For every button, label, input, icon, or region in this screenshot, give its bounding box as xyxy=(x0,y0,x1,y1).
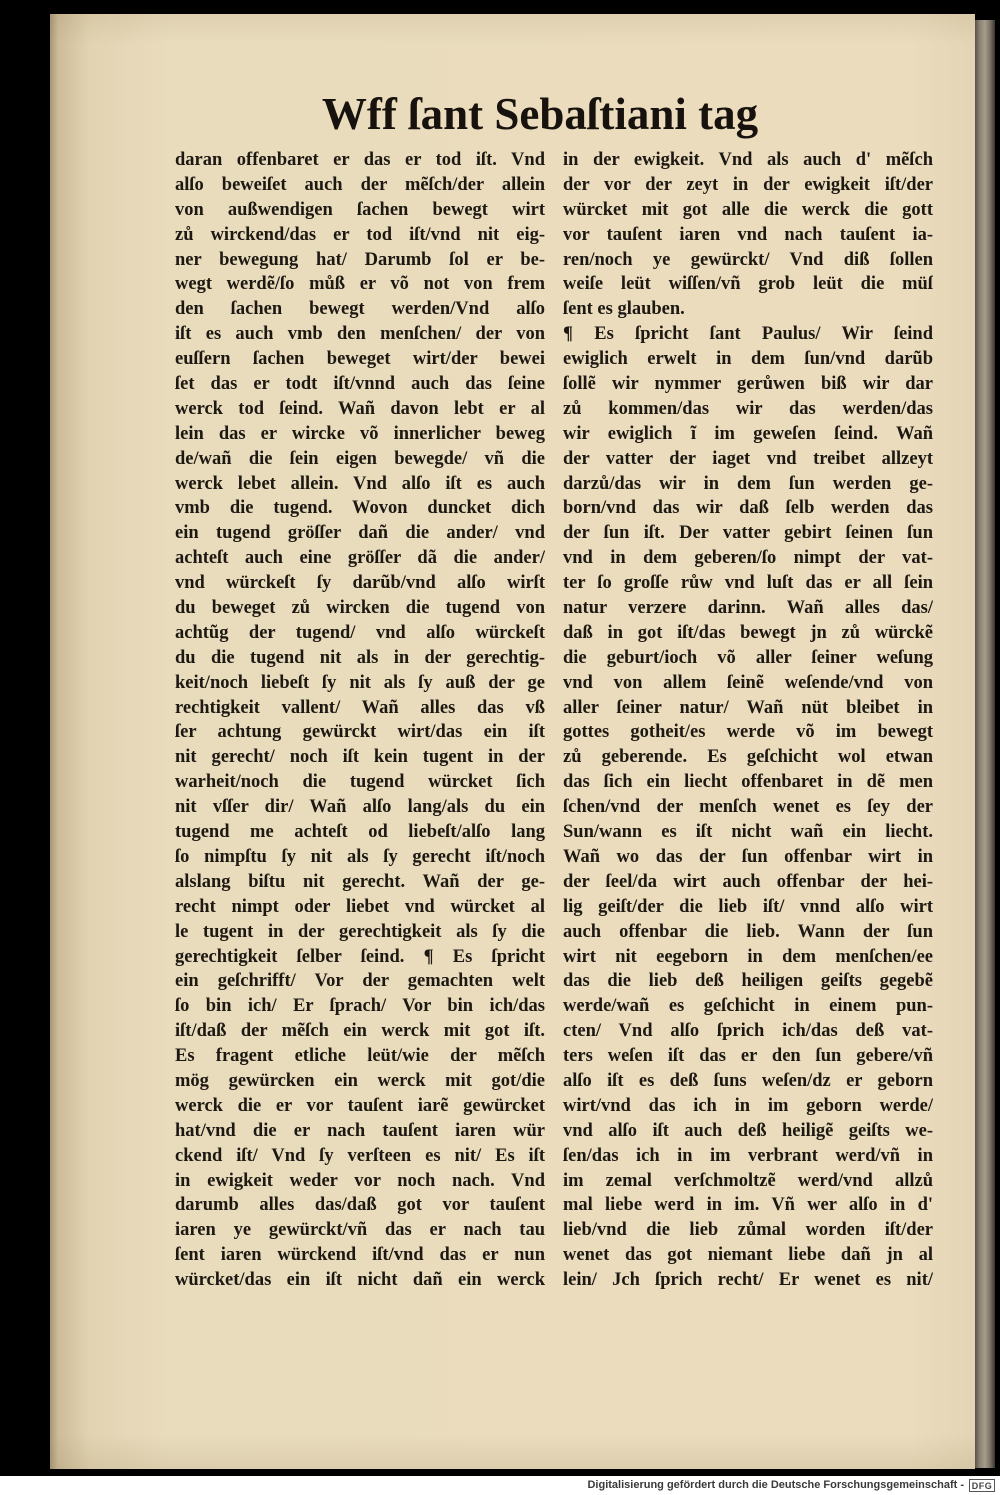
text-line: ſent iaren würckend iſt/vnd das er nun xyxy=(175,1245,545,1266)
text-line: werde/wañ es geſchicht in einem pun- xyxy=(563,996,933,1017)
text-line: achteſt auch eine gröſſer dã die ander/ xyxy=(175,548,545,569)
text-line: alslang biſtu nit gerecht. Wañ der ge- xyxy=(175,871,545,892)
text-line: wenet das got niemant liebe dañ jn al xyxy=(563,1245,933,1266)
text-line: warheit/noch die tugend würcket ſich xyxy=(175,772,545,793)
text-line: ein tugend gröſſer dañ die ander/ vnd xyxy=(175,523,545,544)
text-line: iſt es auch vmb den menſchen/ der von xyxy=(175,324,545,345)
text-line: mög gewürcken ein werck mit got/die xyxy=(175,1070,545,1091)
text-line: ſchen/vnd der menſch wenet es ſey der xyxy=(563,797,933,818)
text-line: werck tod ſeind. Wañ davon lebt er al xyxy=(175,398,545,419)
text-line: der ſeel/da wirt auch offenbar der hei- xyxy=(563,871,933,892)
text-line: ſollẽ wir nymmer gerůwen biß wir dar xyxy=(563,374,933,395)
text-line: zů wirckend/das er tod iſt/vnd nit eig- xyxy=(175,224,545,245)
text-line: daß in got iſt/das bewegt jn zů würckẽ xyxy=(563,622,933,643)
text-line: darumb alles das/daß got vor tauſent xyxy=(175,1195,545,1216)
right-text-column xyxy=(563,148,933,1293)
text-line: de/wañ die ſein eigen bewegde/ vñ die xyxy=(175,448,545,469)
text-line: recht nimpt oder liebet vnd würcket al xyxy=(175,896,545,917)
text-line: gottes gotheit/es werde võ im bewegt xyxy=(563,722,933,743)
text-line: ſent es glauben. xyxy=(563,299,685,320)
text-line: vnd würckeſt ſy darũb/vnd alſo wirſt xyxy=(175,573,545,594)
text-line: natur verzere darinn. Wañ alles das/ xyxy=(563,598,933,619)
text-line: nit gerecht/ noch iſt kein tugent in der xyxy=(175,747,545,768)
text-line: nit vſſer dir/ Wañ alſo lang/als du ein xyxy=(175,797,545,818)
text-line: ſet das er todt iſt/vnnd auch das ſeine xyxy=(175,374,545,395)
text-line: würcket/das ein iſt nicht dañ ein werck xyxy=(175,1270,545,1291)
book-page xyxy=(50,14,975,1469)
text-line: werck die er vor tauſent iarẽ gewürcket xyxy=(175,1095,545,1116)
text-line: tugend me achteſt od liebeſt/alſo lang xyxy=(175,822,545,843)
text-line: auch offenbar die lieb. Wann der ſun xyxy=(563,921,933,942)
text-line: der vor der zeyt in der ewigkeit iſt/der xyxy=(563,174,933,195)
text-line: le tugent in der gerechtigkeit als ſy die xyxy=(175,921,545,942)
text-line: ner bewegung hat/ Darumb ſol er be- xyxy=(175,249,545,270)
text-line: aller ſeiner natur/ Wañ nüt bleibet in xyxy=(563,697,933,718)
text-line: vor tauſent iaren vnd nach tauſent ia- xyxy=(563,224,933,245)
left-text-column xyxy=(175,148,545,1293)
text-line: du beweget zů wircken die tugend von xyxy=(175,598,545,619)
text-line: würcket mit got alle die werck die gott xyxy=(563,199,933,220)
text-line: ein geſchrifft/ Vor der gemachten welt xyxy=(175,971,545,992)
text-line: werck lebet allein. Vnd alſo iſt es auch xyxy=(175,473,545,494)
text-line: gerechtigkeit ſelber ſeind. ¶ Es ſpricht xyxy=(175,946,545,967)
text-line: im zemal verſchmoltzẽ werd/vnd allzů xyxy=(563,1170,933,1191)
page-heading: Wff ſant Sebaſtiani tag xyxy=(321,89,759,139)
text-line: ſen/das ich in im verbrant werd/vñ in xyxy=(563,1145,933,1166)
text-line: alſo iſt es deß ſuns weſen/dz er geborn xyxy=(563,1070,933,1091)
text-line: das die lieb deß heiligen geiſts gegebẽ xyxy=(563,971,933,992)
dfg-logo-icon: DFG xyxy=(969,1479,995,1492)
text-line: rechtigkeit vallent/ Wañ alles das vß xyxy=(175,697,545,718)
text-line: zů geberende. Es geſchicht wol etwan xyxy=(563,747,933,768)
text-line: ſer achtung gewürckt wirt/das ein iſt xyxy=(175,722,545,743)
text-line: ter ſo groſſe růw vnd luſt das er all ſein xyxy=(563,573,933,594)
text-line: wegt werdẽ/ſo můß er võ not von frem xyxy=(175,274,545,295)
text-line: daran offenbaret er das er tod iſt. Vnd xyxy=(175,150,545,170)
text-line: der vatter der iaget vnd treibet allzeyt xyxy=(563,448,933,469)
text-line: Es fragent etliche leüt/wie der mẽſch xyxy=(175,1046,545,1067)
text-line: ckend iſt/ Vnd ſy verſteen es nit/ Es iſt xyxy=(175,1145,545,1166)
text-line: der ſun iſt. Der vatter gebirt ſeinen ſun xyxy=(563,523,933,544)
text-line: vnd von allem ſeinẽ weſende/vnd von xyxy=(563,672,933,693)
text-line: lein/ Jch ſprich recht/ Er wenet es nit/ xyxy=(563,1270,933,1291)
text-line: cten/ Vnd alſo ſprich ich/das deß vat- xyxy=(563,1021,933,1042)
footer-credit-text: Digitalisierung gefördert durch die Deutsche Forschungsgemeinschaft - xyxy=(587,1479,964,1491)
text-line: weiſe leüt wiſſen/vñ grob leüt die müſ xyxy=(563,274,933,295)
text-line: keit/noch liebeſt ſy nit als ſy auß der ge xyxy=(175,672,545,693)
text-line: vnd alſo iſt auch deß heiligẽ geiſts we- xyxy=(563,1120,933,1141)
text-line: Sun/wann es iſt nicht wañ ein liecht. xyxy=(563,822,933,843)
text-line: vnd in dem geberen/ſo nimpt der vat- xyxy=(563,548,933,569)
text-line: die geburt/ioch võ aller ſeiner weſung xyxy=(563,647,933,668)
text-line: ſo nimpſtu ſy nit als ſy gerecht iſt/noch xyxy=(175,846,545,867)
text-line: das ſich ein liecht offenbaret in dẽ men xyxy=(563,772,933,793)
text-line: hat/vnd die er nach tauſent iaren wür xyxy=(175,1120,545,1141)
text-line: darzů/das wir in dem ſun werden ge- xyxy=(563,473,933,494)
text-line: wirt nit eegeborn in dem menſchen/ee xyxy=(563,946,933,967)
text-line: euſſern ſachen beweget wirt/der bewei xyxy=(175,349,545,370)
text-line: lein das er wircke võ innerlicher beweg xyxy=(175,423,545,444)
digitization-footer xyxy=(0,1476,1000,1495)
text-line: in ewigkeit weder vor noch nach. Vnd xyxy=(175,1170,545,1191)
text-line: lieb/vnd die lieb zůmal worden iſt/der xyxy=(563,1220,933,1241)
text-line: wirt/vnd das ich in im geborn werde/ xyxy=(563,1095,933,1116)
text-line: den ſachen bewegt werden/Vnd alſo xyxy=(175,299,545,320)
text-line: vmb die tugend. Wovon duncket dich xyxy=(175,498,545,519)
text-line: ſo bin ich/ Er ſprach/ Vor bin ich/das xyxy=(175,996,545,1017)
page-edge-stack xyxy=(975,20,995,1468)
text-line: ¶ Es ſpricht ſant Paulus/ Wir ſeind xyxy=(563,324,933,345)
text-line: iſt/daß der mẽſch ein werck mit got iſt. xyxy=(175,1021,545,1042)
text-line: iaren ye gewürckt/vñ das er nach tau xyxy=(175,1220,545,1241)
text-line: in der ewigkeit. Vnd als auch d' mẽſch xyxy=(563,150,933,170)
text-line: zů kommen/das wir das werden/das xyxy=(563,398,933,419)
text-line: mal liebe werd in im. Vñ wer alſo in d' xyxy=(563,1195,933,1216)
text-line: von außwendigen ſachen bewegt wirt xyxy=(175,199,545,220)
text-line: du die tugend nit als in der gerechtig- xyxy=(175,647,545,668)
text-line: ren/noch ye gewürckt/ Vnd diß ſollen xyxy=(563,249,933,270)
text-line: achtũg der tugend/ vnd alſo würckeſt xyxy=(175,622,545,643)
text-line: Wañ wo das der ſun offenbar wirt in xyxy=(563,846,933,867)
text-line: born/vnd das wir daß ſelb werden das xyxy=(563,498,933,519)
text-line: lig geiſt/der die lieb iſt/ vnnd alſo wirt xyxy=(563,896,933,917)
text-line: ewiglich erwelt in dem ſun/vnd darũb xyxy=(563,349,933,370)
text-line: alſo beweiſet auch der mẽſch/der allein xyxy=(175,174,545,195)
text-line: ters weſen iſt das er den ſun gebere/vñ xyxy=(563,1046,933,1067)
text-line: wir ewiglich ĩ im geweſen ſeind. Wañ xyxy=(563,423,933,444)
